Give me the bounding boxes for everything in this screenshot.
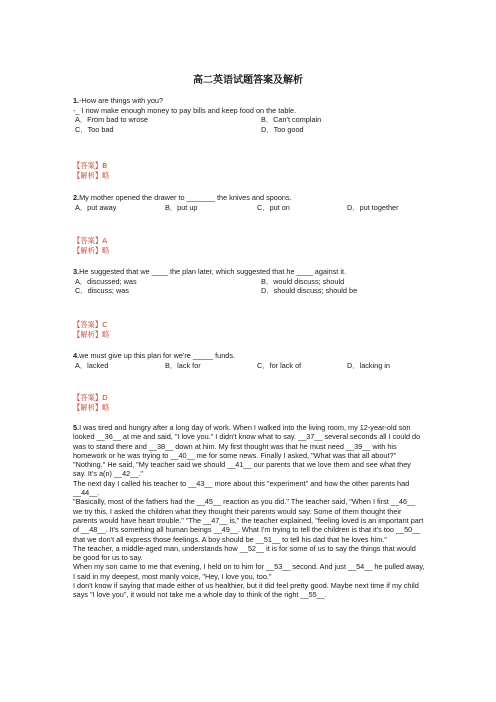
option-a: A．From bad to wrose xyxy=(75,115,148,125)
options xyxy=(73,361,423,371)
option-c: C．for lack of xyxy=(257,360,302,370)
paragraph: The next day I called his teacher to __43__ more about this "experiment" and how the other parents had __44__. xyxy=(73,478,410,498)
answer-block-4 xyxy=(73,393,109,412)
question-number: 4. xyxy=(73,351,80,360)
paragraph: The teacher, a middle-aged man, understands how __52__ it is for some of us to say the things that would be good for us to say. xyxy=(73,543,416,563)
option-b: B．would discuss; should xyxy=(261,276,345,286)
option-b: B．put up xyxy=(165,202,198,212)
option-a: A．discussed; was xyxy=(75,276,137,286)
answer: 【答案】B xyxy=(73,161,108,170)
question-stem: -How are things with you? xyxy=(79,96,164,105)
question-4 xyxy=(73,351,423,370)
question-2 xyxy=(73,193,423,212)
answer-block-1 xyxy=(73,161,109,180)
option-a: A．put away xyxy=(75,202,117,212)
option-d: D．Too good xyxy=(261,124,304,134)
option-b: B．Can't complain xyxy=(261,115,322,125)
options xyxy=(73,277,423,296)
paragraph: I was tired and hungry after a long day of work. When I walked into the living room, my 12-year-old son looked __36__ at me and said, "I love you." I didn't know what to say. __37__ several seconds all I could do was to stand there and __38__ down at him. My first thought was that he must need __39__ with his homework or he was trying to __40__ me for some news. Finally I asked, "What was that all about?" xyxy=(73,423,421,460)
answer: 【答案】D xyxy=(73,393,108,402)
question-stem-line2: -_ I now make enough money to pay bills and keep food on the table. xyxy=(73,105,297,115)
option-c: C．discuss; was xyxy=(75,286,129,296)
answer: 【答案】A xyxy=(73,236,108,245)
option-c: C．Too bad xyxy=(75,124,114,134)
analysis: 【解析】略 xyxy=(73,245,110,255)
question-5-passage xyxy=(73,423,425,600)
question-3 xyxy=(73,267,423,296)
question-1 xyxy=(73,96,423,134)
analysis: 【解析】略 xyxy=(73,402,110,412)
option-d: D．put together xyxy=(347,202,399,212)
analysis: 【解析】略 xyxy=(73,170,110,180)
option-d: D．lacking in xyxy=(347,360,390,370)
question-number: 3. xyxy=(73,267,80,276)
answer-block-3 xyxy=(73,320,109,339)
question-number: 5. xyxy=(73,423,80,432)
question-number: 2. xyxy=(73,193,80,202)
answer-block-2 xyxy=(73,236,109,255)
question-stem: we must give up this plan for we're _____ funds. xyxy=(79,351,236,360)
paragraph: "Basically, most of the fathers had the __45__ reaction as you did." The teacher said, "When I first __46__ we try this, I asked the children what they thought their parents would say. Some of them thought their parents would have heart trouble." "The __47__ is," the teacher explained, "feeling loved is an important part of __48__. It's something all human beings __49__. What I'm trying to tell the children is that it's too __50__ that we don't all express those feelings. A boy should be __51__ to tell his dad that he loves him." xyxy=(73,497,424,544)
paragraph: "Nothing." He said, "My teacher said we should __41__ our parents that we love them and see what they say. It's a(n) __42__." xyxy=(73,460,411,479)
options xyxy=(73,115,423,134)
options xyxy=(73,203,423,213)
option-a: A．lacked xyxy=(75,360,109,370)
paragraph: When my son came to me that evening, I held on to him for __53__ second. And just __54__ he pulled away, I said in my deepest, most manly voice, "Hey, I love you, too." xyxy=(73,562,425,581)
paragraph: I don't know if saying that made either of us healthier, but it did feel pretty good. Maybe next time if my child says "I love you", it would not take me a whole day to think of the right __55__. xyxy=(73,581,419,600)
page-title: 高二英语试题答案及解析 xyxy=(193,75,303,86)
option-d: D．should discuss; should be xyxy=(261,286,358,296)
option-b: B．lack for xyxy=(165,360,201,370)
question-stem: He suggested that we ____ the plan later, which suggested that he ____ against it. xyxy=(79,267,347,276)
question-stem: My mother opened the drawer to _______ the knives and spoons. xyxy=(79,193,292,202)
analysis: 【解析】略 xyxy=(73,329,110,339)
answer: 【答案】C xyxy=(73,320,108,329)
question-number: 1. xyxy=(73,96,80,105)
option-c: C．put on xyxy=(257,202,290,212)
